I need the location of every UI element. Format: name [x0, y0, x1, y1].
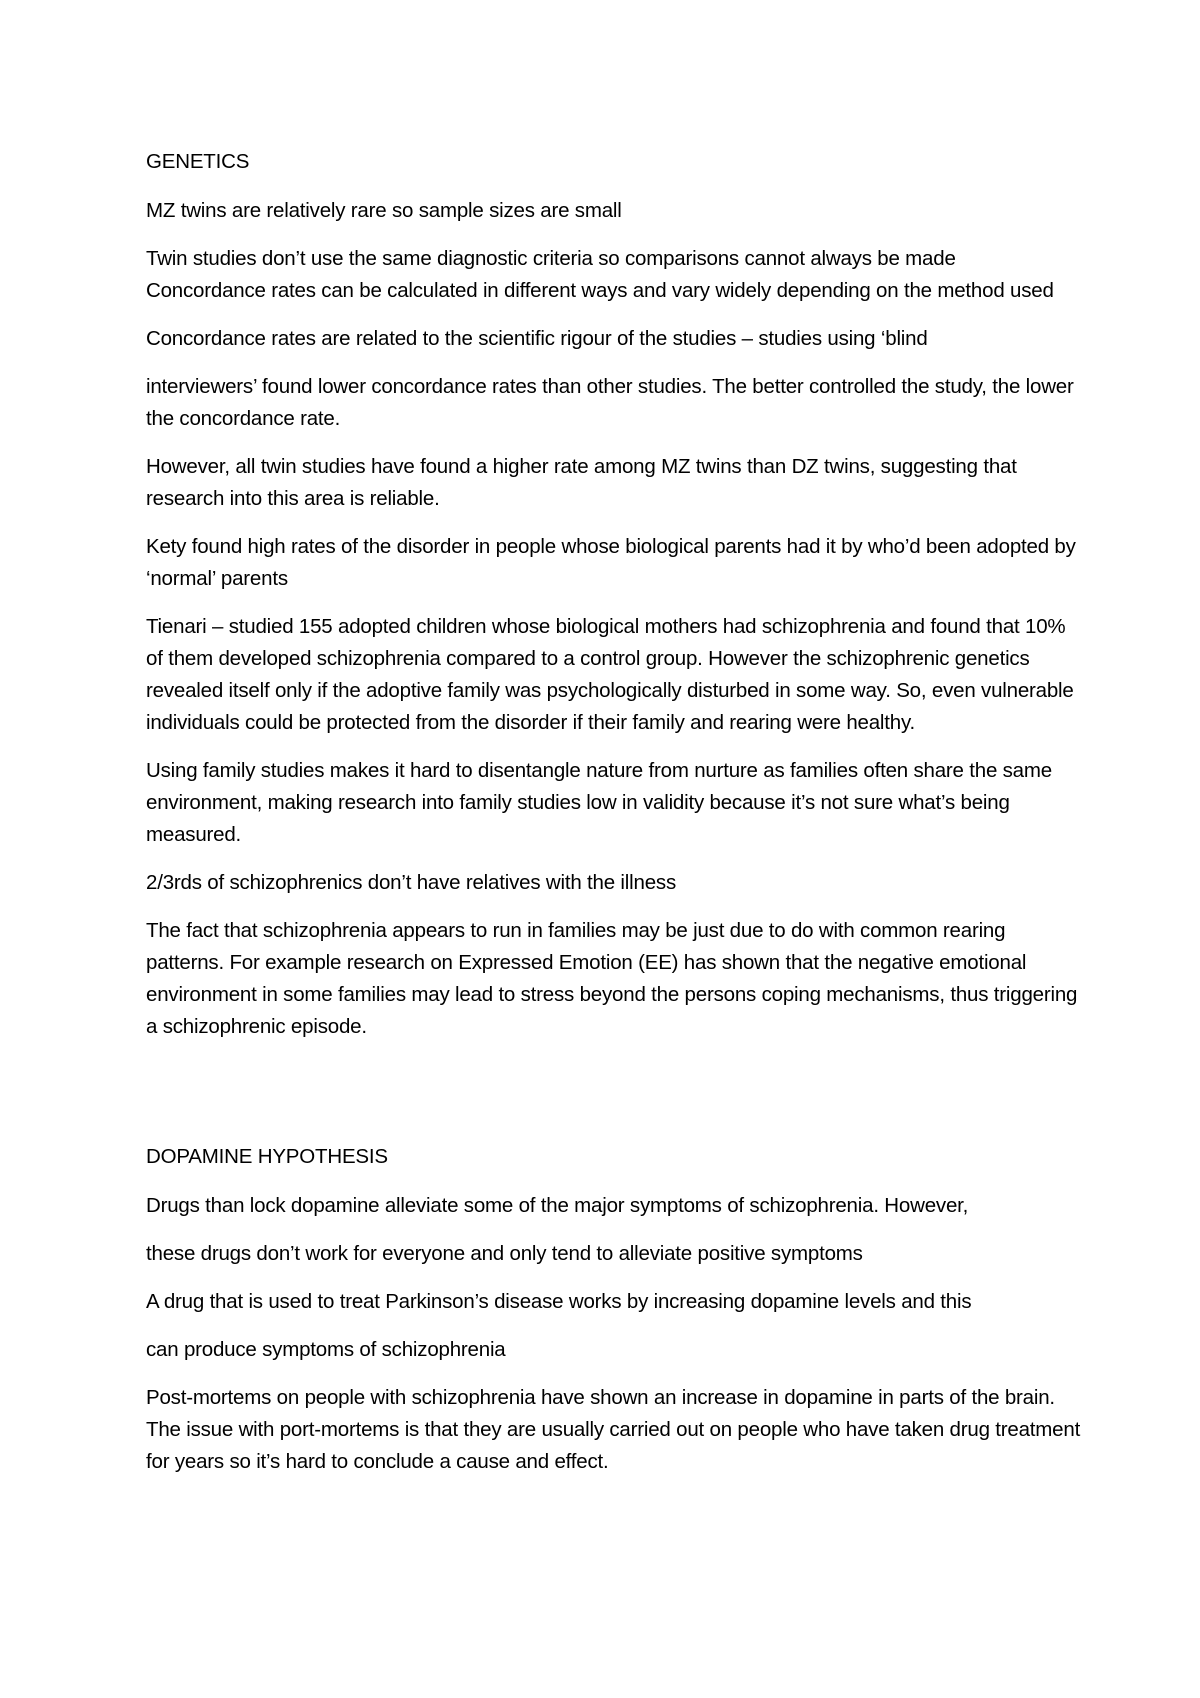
paragraph: Kety found high rates of the disorder in people whose biological parents had it by who’d been adopted by ‘normal’ parents [146, 535, 1076, 590]
paragraph: MZ twins are relatively rare so sample sizes are small [146, 199, 622, 222]
paragraph: Concordance rates are related to the scientific rigour of the studies – studies using ‘blind [146, 327, 928, 350]
paragraph: Concordance rates can be calculated in different ways and vary widely depending on the method used [146, 279, 1054, 302]
paragraph: Twin studies don’t use the same diagnostic criteria so comparisons cannot always be made [146, 247, 956, 270]
paragraph: A drug that is used to treat Parkinson’s disease works by increasing dopamine levels and this [146, 1290, 972, 1313]
section-spacer [146, 1059, 1086, 1141]
paragraph: However, all twin studies have found a higher rate among MZ twins than DZ twins, suggesting that research into this area is reliable. [146, 455, 1017, 510]
paragraph: these drugs don’t work for everyone and only tend to alleviate positive symptoms [146, 1242, 863, 1265]
paragraph: Tienari – studied 155 adopted children whose biological mothers had schizophrenia and found that 10% of them developed schizophrenia compared to a control group. However the schizophrenic genetics revealed itself only if the adoptive family was psychologically disturbed in some way. So, even vulnerable individuals could be protected from the disorder if their family and rearing were healthy. [146, 615, 1074, 734]
paragraph: The fact that schizophrenia appears to run in families may be just due to do with common rearing patterns. For example research on Expressed Emotion (EE) has shown that the negative emotional environment in some families may lead to stress beyond the persons coping mechanisms, thus triggering a schizophrenic episode. [146, 919, 1078, 1038]
section-title-genetics: GENETICS [146, 150, 250, 173]
paragraph: interviewers’ found lower concordance rates than other studies. The better controlled the study, the lower the concordance rate. [146, 375, 1074, 430]
paragraph: Drugs than lock dopamine alleviate some of the major symptoms of schizophrenia. However, [146, 1194, 969, 1217]
paragraph: Using family studies makes it hard to disentangle nature from nurture as families often share the same environment, making research into family studies low in validity because it’s not sure what’s being measured. [146, 759, 1052, 846]
paragraph: 2/3rds of schizophrenics don’t have relatives with the illness [146, 871, 676, 894]
paragraph: Post-mortems on people with schizophrenia have shown an increase in dopamine in parts of the brain. The issue with port-mortems is that they are usually carried out on people who have taken drug treatment for years so it’s hard to conclude a cause and effect. [146, 1386, 1081, 1473]
section-title-dopamine-hypothesis: DOPAMINE HYPOTHESIS [146, 1145, 388, 1168]
paragraph: can produce symptoms of schizophrenia [146, 1338, 506, 1361]
document-page [146, 146, 1086, 1494]
